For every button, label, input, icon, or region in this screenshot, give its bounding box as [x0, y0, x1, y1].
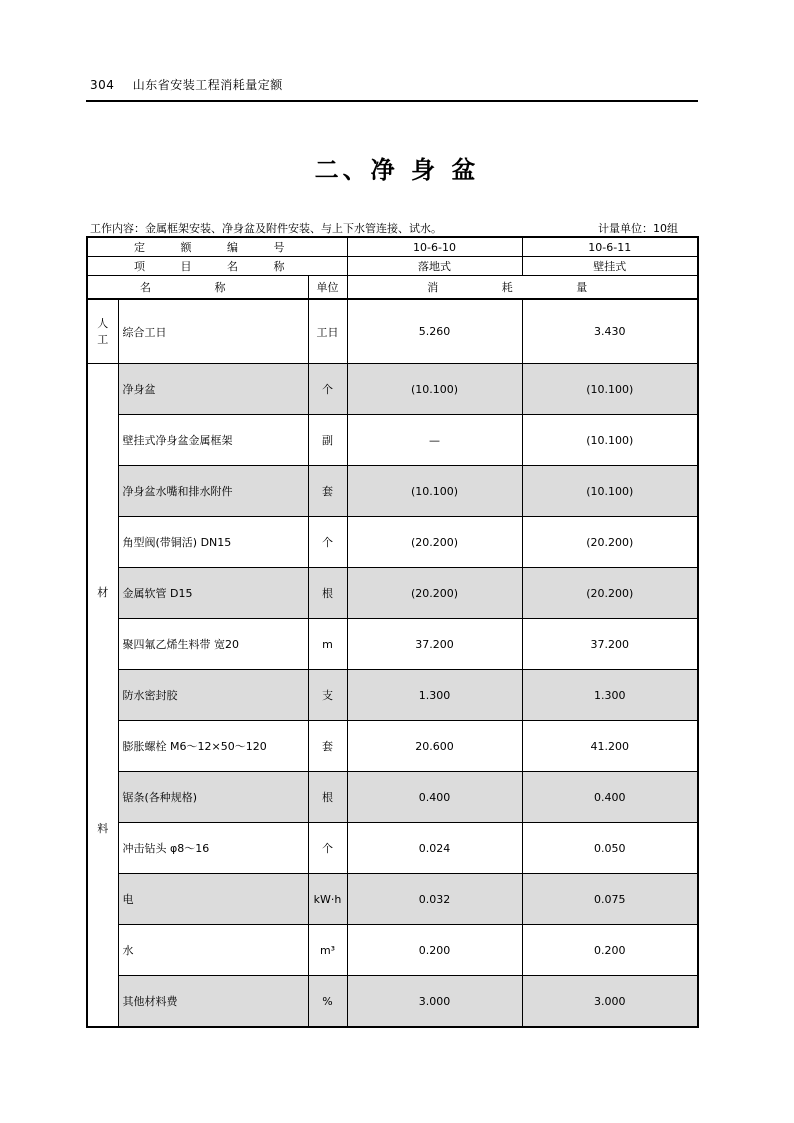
code-1: 10-6-10: [347, 237, 522, 257]
material-value-1: 0.024: [347, 823, 522, 874]
material-row: [87, 823, 698, 874]
material-category-bottom: 料: [97, 822, 109, 835]
name-header: 名 称: [87, 276, 308, 300]
labor-category-label: 人工: [97, 316, 109, 346]
section-title: 二、净 身 盆: [314, 156, 480, 184]
material-value-1: 37.200: [347, 619, 522, 670]
material-row: [87, 874, 698, 925]
header-row-columns: [87, 276, 698, 300]
material-row: [87, 568, 698, 619]
material-name: 金属软管 D15: [118, 568, 308, 619]
item-1: 落地式: [347, 257, 522, 276]
material-unit: 副: [308, 415, 347, 466]
material-row: [87, 925, 698, 976]
material-value-2: 0.050: [522, 823, 698, 874]
material-unit: 套: [308, 721, 347, 772]
header-row-quota: [87, 237, 698, 257]
material-row: [87, 976, 698, 1028]
material-row: [87, 619, 698, 670]
material-value-2: 41.200: [522, 721, 698, 772]
material-name: 聚四氟乙烯生料带 宽20: [118, 619, 308, 670]
unit-header: 单位: [308, 276, 347, 300]
material-name: 锯条(各种规格): [118, 772, 308, 823]
material-value-2: (20.200): [522, 517, 698, 568]
labor-category: [87, 299, 118, 364]
header-row-item: [87, 257, 698, 276]
labor-value-2: 3.430: [522, 299, 698, 364]
consumption-header: 消 耗 量: [347, 276, 698, 300]
material-value-1: 1.300: [347, 670, 522, 721]
running-header: [90, 76, 283, 93]
material-value-1: (10.100): [347, 364, 522, 415]
material-value-2: 1.300: [522, 670, 698, 721]
material-unit: m³: [308, 925, 347, 976]
material-name: 防水密封胶: [118, 670, 308, 721]
material-row: [87, 517, 698, 568]
header-rule: [86, 100, 698, 102]
book-title: 山东省安装工程消耗量定额: [132, 78, 283, 92]
material-value-2: (20.200): [522, 568, 698, 619]
material-value-2: (10.100): [522, 364, 698, 415]
material-value-2: (10.100): [522, 415, 698, 466]
measure-unit: 计量单位：10组: [598, 222, 678, 235]
quota-no-header: 定 额 编 号: [87, 237, 347, 257]
material-value-2: 37.200: [522, 619, 698, 670]
material-row: [87, 772, 698, 823]
material-value-2: 0.075: [522, 874, 698, 925]
material-value-1: (10.100): [347, 466, 522, 517]
material-unit: 个: [308, 364, 347, 415]
material-unit: kW·h: [308, 874, 347, 925]
material-value-2: 0.400: [522, 772, 698, 823]
material-value-1: 0.200: [347, 925, 522, 976]
material-name: 冲击钻头 φ8～16: [118, 823, 308, 874]
labor-unit: 工日: [308, 299, 347, 364]
material-value-1: 3.000: [347, 976, 522, 1028]
material-name: 角型阀(带铜活) DN15: [118, 517, 308, 568]
material-value-1: (20.200): [347, 568, 522, 619]
quota-table: [86, 236, 699, 1028]
labor-row: [87, 299, 698, 364]
material-row: [87, 466, 698, 517]
material-value-1: —: [347, 415, 522, 466]
material-category-top: 材: [97, 586, 109, 599]
material-name: 其他材料费: [118, 976, 308, 1028]
material-unit: 套: [308, 466, 347, 517]
material-unit: 根: [308, 772, 347, 823]
materials-body: [87, 364, 698, 1028]
labor-name: 综合工日: [118, 299, 308, 364]
material-unit: 个: [308, 823, 347, 874]
material-value-1: 0.400: [347, 772, 522, 823]
page-number: 304: [90, 78, 115, 92]
item-2: 壁挂式: [522, 257, 698, 276]
material-unit: 根: [308, 568, 347, 619]
material-row: [87, 364, 698, 415]
material-name: 电: [118, 874, 308, 925]
material-name: 净身盆: [118, 364, 308, 415]
material-value-2: (10.100): [522, 466, 698, 517]
material-name: 壁挂式净身盆金属框架: [118, 415, 308, 466]
material-value-2: 3.000: [522, 976, 698, 1028]
material-row: [87, 721, 698, 772]
material-unit: m: [308, 619, 347, 670]
material-unit: 支: [308, 670, 347, 721]
labor-value-1: 5.260: [347, 299, 522, 364]
material-value-2: 0.200: [522, 925, 698, 976]
work-content: 工作内容：金属框架安装、净身盆及附件安装、与上下水管连接、试水。: [90, 222, 442, 235]
material-unit: %: [308, 976, 347, 1028]
code-2: 10-6-11: [522, 237, 698, 257]
material-row: [87, 415, 698, 466]
item-name-header: 项 目 名 称: [87, 257, 347, 276]
material-value-1: 0.032: [347, 874, 522, 925]
material-category: [87, 364, 118, 1028]
material-value-1: 20.600: [347, 721, 522, 772]
material-unit: 个: [308, 517, 347, 568]
material-row: [87, 670, 698, 721]
material-name: 水: [118, 925, 308, 976]
material-name: 净身盆水嘴和排水附件: [118, 466, 308, 517]
material-name: 膨胀螺栓 M6～12×50～120: [118, 721, 308, 772]
material-value-1: (20.200): [347, 517, 522, 568]
